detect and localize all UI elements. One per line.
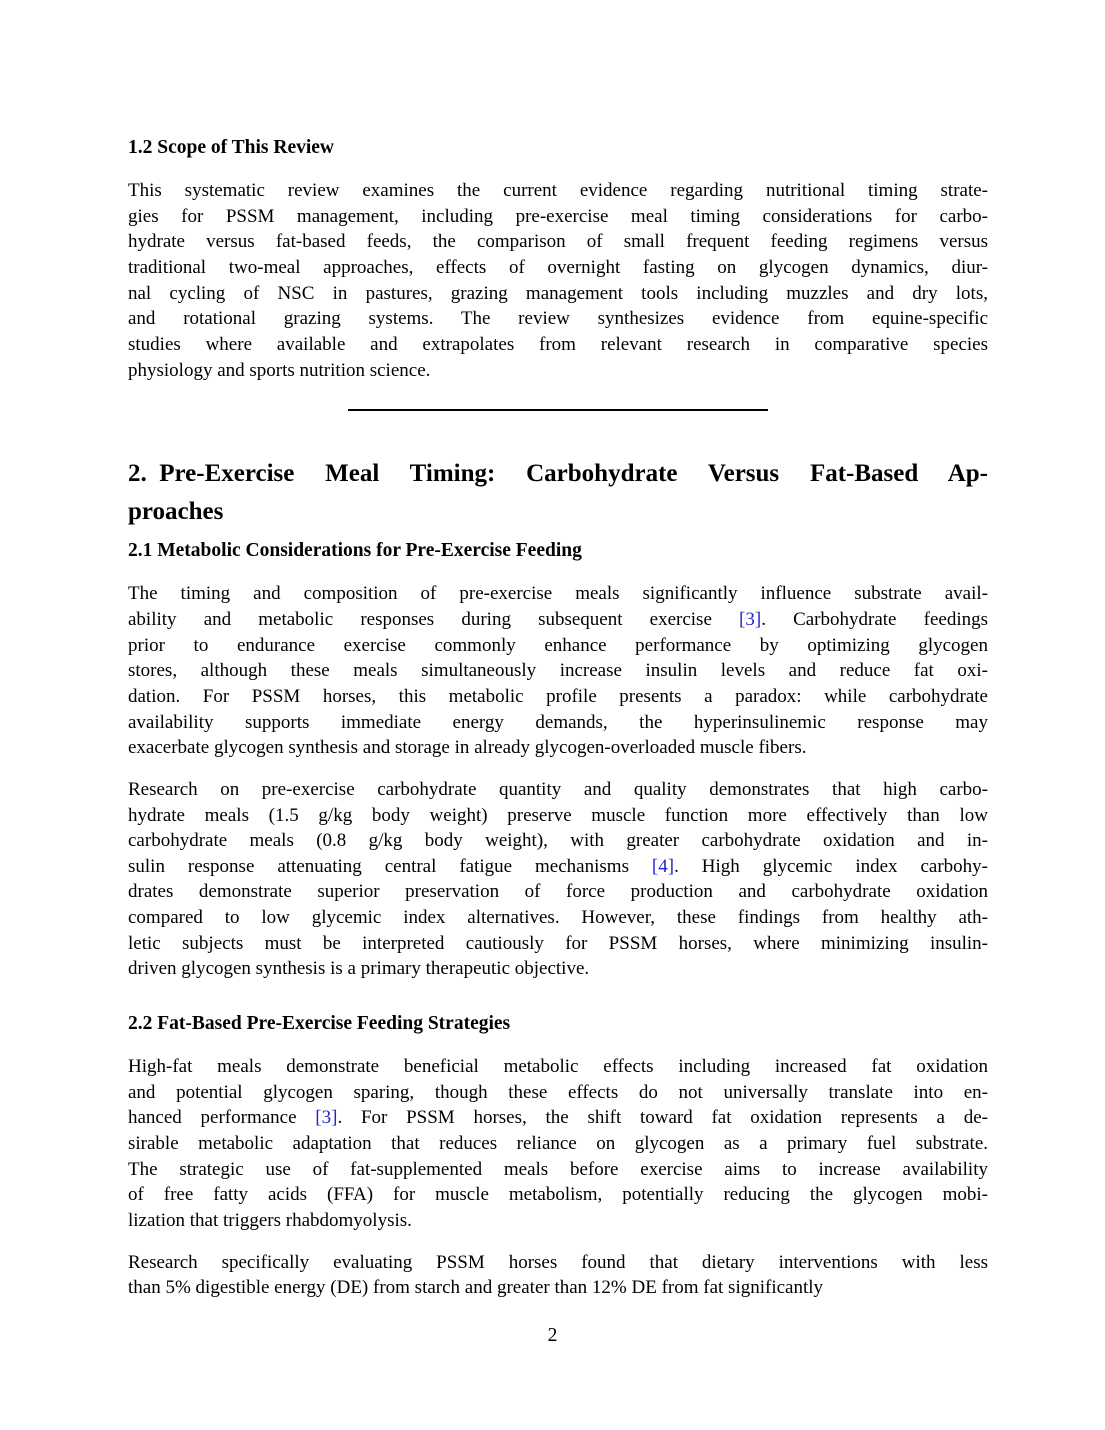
page-number: 2 — [547, 1325, 558, 1346]
paragraph-line: The strategic use of fat-supplemented meals before exercise aims to increase availability — [128, 1158, 988, 1180]
paragraph-line: hanced performance [3]. For PSSM horses, the shift toward fat oxidation represents a de- — [128, 1107, 989, 1129]
paragraph-line: driven glycogen synthesis is a primary therapeutic objective. — [128, 958, 590, 980]
subsection-heading: 2.1 Metabolic Considerations for Pre-Exercise Feeding — [128, 540, 582, 562]
paragraph-line: sirable metabolic adaptation that reduces reliance on glycogen as a primary fuel substrate. — [128, 1133, 988, 1155]
paragraph-line: and potential glycogen sparing, though these effects do not universally translate into en- — [128, 1081, 988, 1103]
paragraph-line: nal cycling of NSC in pastures, grazing management tools including muzzles and dry lots, — [128, 282, 988, 304]
citation-link[interactable]: [3] — [739, 608, 762, 630]
paragraph-line: of free fatty acids (FFA) for muscle metabolism, potentially reducing the glycogen mobi- — [128, 1184, 988, 1206]
paragraph-line: letic subjects must be interpreted cautiously for PSSM horses, where minimizing insulin- — [128, 932, 988, 954]
paragraph-line: availability supports immediate energy demands, the hyperinsulinemic response may — [128, 711, 988, 733]
paragraph-line: High-fat meals demonstrate beneficial metabolic effects including increased fat oxidation — [128, 1056, 988, 1078]
paragraph-line: traditional two-meal approaches, effects of overnight fasting on glycogen dynamics, diur- — [128, 256, 988, 278]
section-heading — [128, 455, 988, 531]
paragraph-line: hydrate versus fat-based feeds, the comparison of small frequent feeding regimens versus — [128, 231, 988, 253]
section-heading-line: proaches — [128, 498, 224, 526]
subsection-heading: 1.2 Scope of This Review — [128, 137, 335, 158]
section-heading-line: 2. Pre-Exercise Meal Timing: Carbohydrate Versus Fat-Based Ap- — [128, 460, 988, 488]
paragraph-line: stores, although these meals simultaneously increase insulin levels and reduce fat oxi- — [128, 660, 988, 682]
paragraph-line: gies for PSSM management, including pre-exercise meal timing considerations for carbo- — [128, 205, 988, 227]
paragraph-line: lization that triggers rhabdomyolysis. — [128, 1210, 412, 1232]
paragraph-line: Research specifically evaluating PSSM horses found that dietary interventions with less — [128, 1251, 988, 1273]
paragraph-line: carbohydrate meals (0.8 g/kg body weight), with greater carbohydrate oxidation and in- — [128, 830, 988, 852]
paragraph-line: hydrate meals (1.5 g/kg body weight) preserve muscle function more effectively than low — [128, 804, 988, 826]
paragraph-line: This systematic review examines the current evidence regarding nutritional timing strate- — [128, 180, 988, 201]
paragraph-line: drates demonstrate superior preservation of force production and carbohydrate oxidation — [128, 881, 988, 903]
paragraph — [128, 1250, 988, 1301]
paragraph-line: The timing and composition of pre-exercise meals significantly influence substrate avail- — [128, 583, 988, 605]
paragraph-line: and rotational grazing systems. The review synthesizes evidence from equine-specific — [128, 308, 988, 330]
paragraph-line: studies where available and extrapolates from relevant research in comparative species — [128, 333, 988, 355]
subsection-heading: 2.2 Fat-Based Pre-Exercise Feeding Strategies — [128, 1013, 511, 1035]
paragraph-line: ability and metabolic responses during subsequent exercise [3]. Carbohydrate feedings — [128, 608, 988, 630]
paragraph-line: dation. For PSSM horses, this metabolic profile presents a paradox: while carbohydrate — [128, 685, 988, 707]
paragraph-line: compared to low glycemic index alternatives. However, these findings from healthy ath- — [128, 907, 988, 929]
citation-link[interactable]: [3] — [315, 1107, 338, 1129]
paragraph — [128, 777, 988, 982]
paragraph-line: prior to endurance exercise commonly enhance performance by optimizing glycogen — [128, 634, 988, 656]
paragraph — [128, 581, 988, 761]
paragraph-line: Research on pre-exercise carbohydrate quantity and quality demonstrates that high carbo- — [128, 778, 988, 800]
paragraph-line: physiology and sports nutrition science. — [128, 359, 431, 381]
paragraph-line: exacerbate glycogen synthesis and storage in already glycogen-overloaded muscle fibers. — [128, 737, 807, 759]
paragraph-line: than 5% digestible energy (DE) from starch and greater than 12% DE from fat significantly — [128, 1277, 824, 1299]
section-separator-rule — [348, 409, 768, 411]
paragraph — [128, 1054, 988, 1234]
paragraph — [128, 178, 988, 383]
paragraph-line: sulin response attenuating central fatigue mechanisms [4]. High glycemic index carbohy- — [128, 855, 988, 877]
citation-link[interactable]: [4] — [651, 855, 675, 877]
